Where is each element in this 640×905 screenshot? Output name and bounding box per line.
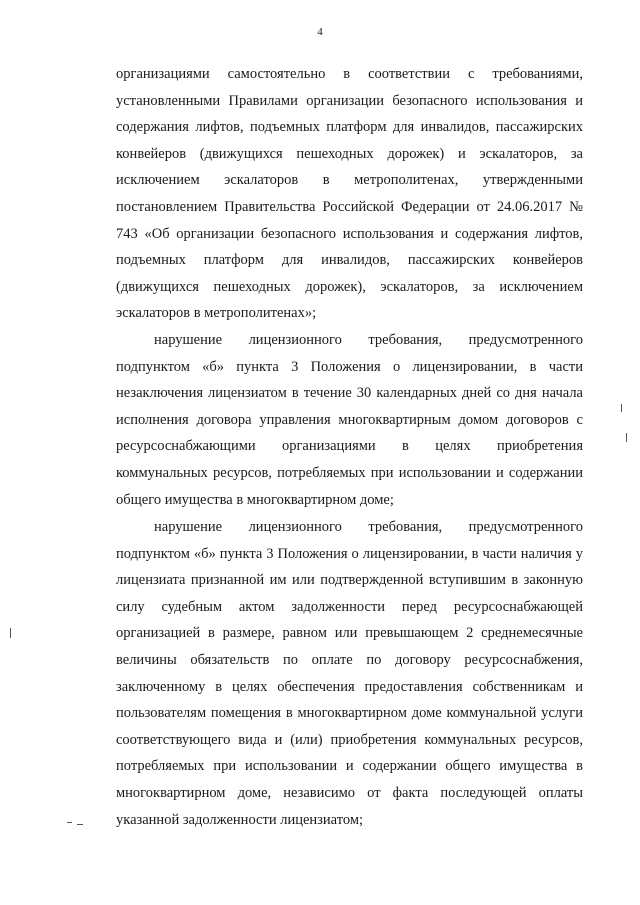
paragraph-3: нарушение лицензионного требования, предусмотренного подпунктом «б» пункта 3 Положения о лицензировании, в части наличия у лицензиата признанной им или подтвержденной вступившим в законную силу судебным актом задолженности перед ресурсоснабжающей организацией в размере, равном или превышающем 2 среднемесячные величины обязательств по оплате по договору ресурсоснабжения, заключенному в целях обеспечения предоставления собственникам и пользователям помещения в многоквартирном доме коммунальной услуги соответствующего вида и (или) приобретения коммунальных ресурсов, потребляемых при использовании и содержании общего имущества в многоквартирном доме, независимо от факта последующей оплаты указанной задолженности лицензиатом; <box>116 519 583 828</box>
scan-artifact-dash-2 <box>77 824 83 825</box>
scan-artifact-right-top <box>621 404 622 412</box>
scan-artifact-dash-1 <box>67 822 72 823</box>
scan-artifact-left <box>10 628 11 638</box>
paragraph-1: организациями самостоятельно в соответствии с требованиями, установленными Правилами организации безопасного использования и содержания лифтов, подъемных платформ для инвалидов, пассажирских конвейеров (движущихся пешеходных дорожек) и эскалаторов, за исключением эскалаторов в метрополитенах, утвержденными постановлением Правительства Российской Федерации от 24.06.2017 № 743 «Об организации безопасного использования и содержания лифтов, подъемных платформ для инвалидов, пассажирских конвейеров (движущихся пешеходных дорожек), эскалаторов, за исключением эскалаторов в метрополитенах»; <box>116 66 583 322</box>
scan-artifact-right-bottom <box>626 433 627 442</box>
page-number: 4 <box>317 26 323 38</box>
paragraph-2: нарушение лицензионного требования, предусмотренного подпунктом «б» пункта 3 Положения о лицензировании, в части незаключения лицензиатом в течение 30 календарных дней со дня начала исполнения договора управления многоквартирным домом договоров с ресурсоснабжающими организациями в целях приобретения коммунальных ресурсов, потребляемых при использовании и содержании общего имущества в многоквартирном доме; <box>116 332 583 508</box>
